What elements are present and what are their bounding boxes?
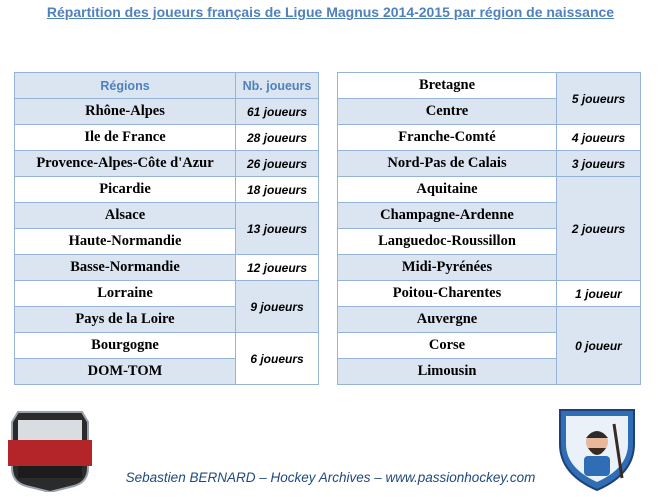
header-count: Nb. joueurs bbox=[236, 73, 319, 99]
region-cell: DOM-TOM bbox=[15, 359, 236, 385]
region-cell: Rhône-Alpes bbox=[15, 99, 236, 125]
table-row bbox=[15, 281, 319, 307]
count-cell: 4 joueurs bbox=[557, 125, 641, 151]
region-cell: Bourgogne bbox=[15, 333, 236, 359]
count-cell: 0 joueur bbox=[557, 307, 641, 385]
header-regions: Régions bbox=[15, 73, 236, 99]
region-cell: Lorraine bbox=[15, 281, 236, 307]
region-cell: Picardie bbox=[15, 177, 236, 203]
count-cell: 13 joueurs bbox=[236, 203, 319, 255]
count-cell: 28 joueurs bbox=[236, 125, 319, 151]
table-header-row bbox=[15, 73, 319, 99]
table-row bbox=[338, 177, 641, 203]
region-cell: Champagne-Ardenne bbox=[338, 203, 557, 229]
table-row bbox=[338, 151, 641, 177]
count-cell: 2 joueurs bbox=[557, 177, 641, 281]
table-row bbox=[338, 281, 641, 307]
region-cell: Languedoc-Roussillon bbox=[338, 229, 557, 255]
table-row bbox=[15, 255, 319, 281]
table-row bbox=[338, 73, 641, 99]
count-cell: 61 joueurs bbox=[236, 99, 319, 125]
table-row bbox=[338, 125, 641, 151]
region-cell: Centre bbox=[338, 99, 557, 125]
region-cell: Auvergne bbox=[338, 307, 557, 333]
region-cell: Franche-Comté bbox=[338, 125, 557, 151]
region-cell: Pays de la Loire bbox=[15, 307, 236, 333]
region-cell: Ile de France bbox=[15, 125, 236, 151]
count-cell: 12 joueurs bbox=[236, 255, 319, 281]
region-cell: Basse-Normandie bbox=[15, 255, 236, 281]
right-table bbox=[337, 72, 641, 385]
count-cell: 6 joueurs bbox=[236, 333, 319, 385]
table-row bbox=[15, 177, 319, 203]
region-cell: Nord-Pas de Calais bbox=[338, 151, 557, 177]
count-cell: 26 joueurs bbox=[236, 151, 319, 177]
region-cell: Poitou-Charentes bbox=[338, 281, 557, 307]
count-cell: 3 joueurs bbox=[557, 151, 641, 177]
table-row bbox=[15, 125, 319, 151]
region-cell: Haute-Normandie bbox=[15, 229, 236, 255]
count-cell: 9 joueurs bbox=[236, 281, 319, 333]
region-cell: Midi-Pyrénées bbox=[338, 255, 557, 281]
region-cell: Bretagne bbox=[338, 73, 557, 99]
credit-line: Sebastien BERNARD – Hockey Archives – www.passionhockey.com bbox=[125, 470, 536, 485]
table-row bbox=[338, 307, 641, 333]
table-row bbox=[15, 333, 319, 359]
page-title: Répartition des joueurs français de Ligue Magnus 2014-2015 par région de naissance bbox=[46, 4, 615, 20]
region-cell: Provence-Alpes-Côte d'Azur bbox=[15, 151, 236, 177]
count-cell: 5 joueurs bbox=[557, 73, 641, 125]
count-cell: 18 joueurs bbox=[236, 177, 319, 203]
table-row bbox=[15, 151, 319, 177]
region-cell: Corse bbox=[338, 333, 557, 359]
table-row bbox=[15, 203, 319, 229]
region-cell: Alsace bbox=[15, 203, 236, 229]
region-cell: Aquitaine bbox=[338, 177, 557, 203]
table-row bbox=[15, 99, 319, 125]
region-cell: Limousin bbox=[338, 359, 557, 385]
left-table bbox=[14, 72, 319, 385]
count-cell: 1 joueur bbox=[557, 281, 641, 307]
